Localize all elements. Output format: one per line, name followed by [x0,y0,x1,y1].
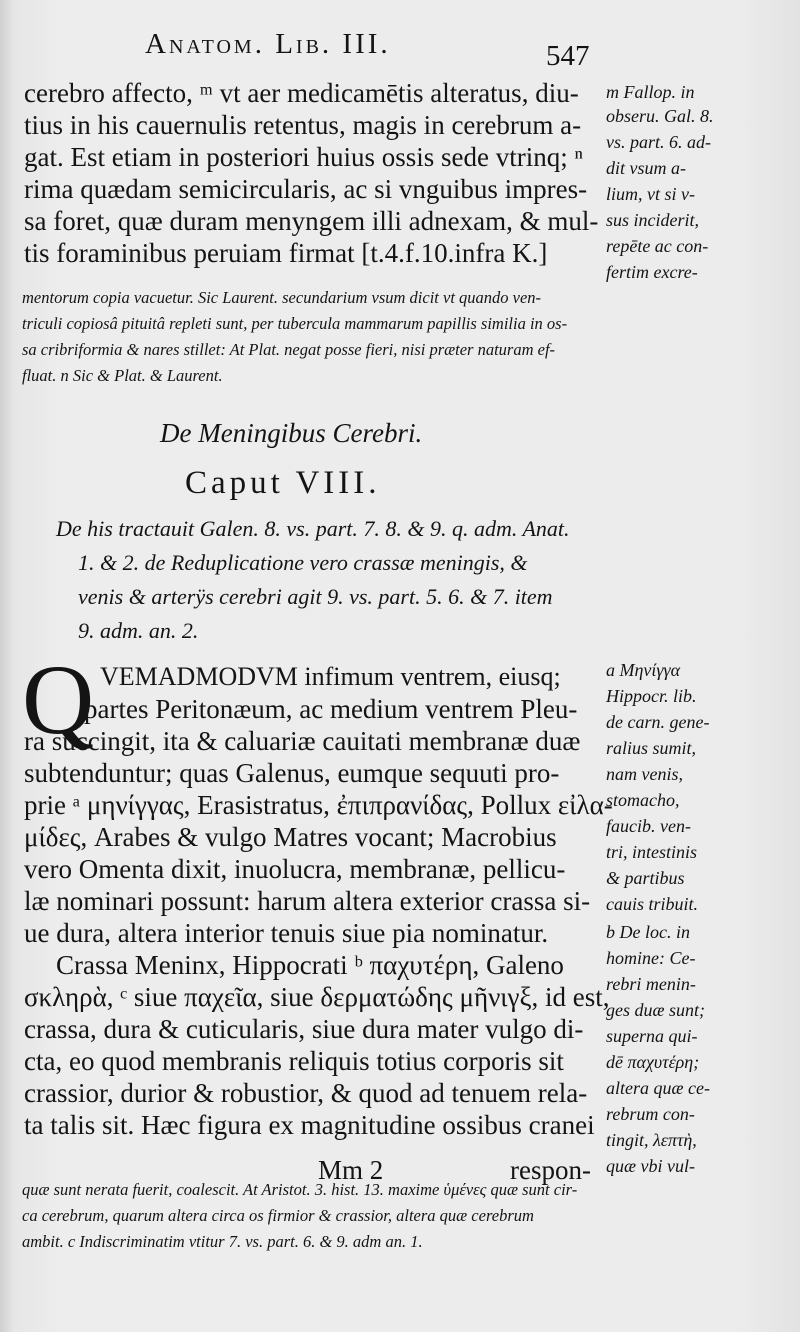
margin-note: & partibus [606,868,685,888]
margin-note: Hippocr. lib. [606,686,697,706]
footnote-line: mentorum copia vacuetur. Sic Laurent. secundarium vsum dicit vt quando ven- [22,288,542,307]
chapter-summary-line: De his tractauit Galen. 8. vs. part. 7. 8. & 9. q. adm. Anat. [56,516,570,541]
text-line: partes Peritonæum, ac medium ventrem Pleu- [84,694,578,724]
chapter-number: Caput VIII. [185,465,381,501]
text-line: ra succingit, ita & caluariæ cauitati membranæ duæ [24,726,581,756]
text-line: gat. Est etiam in posteriori huius ossis sede vtrinq; ⁿ [24,142,583,172]
chapter-title: De Meningibus Cerebri. [160,418,423,448]
margin-note: stomacho, [606,790,680,810]
margin-note: repēte ac con- [606,236,709,256]
margin-note: m Fallop. in [606,82,695,102]
margin-note: de carn. gene- [606,712,710,732]
text-line: læ nominari possunt: harum altera exterior crassa si- [24,886,591,916]
margin-note: faucib. ven- [606,816,691,836]
margin-note: a Μηνίγγα [606,660,681,680]
footnote-line: triculi copiosâ pituitâ repleti sunt, per tubercula mammarum papillis similia in os- [22,314,568,333]
margin-note: homine: Ce- [606,948,696,968]
margin-note: altera quæ ce- [606,1078,710,1098]
text-line: ue dura, altera interior tenuis siue pia nominatur. [24,918,549,948]
text-line: sa foret, quæ duram menyngem illi adnexam, & mul- [24,206,599,236]
text-line: rima quædam semicircularis, ac si vnguibus impres- [24,174,588,204]
page-number: 547 [546,40,590,72]
running-title: Anatom. Lib. III. [145,28,391,60]
text-line: crassior, durior & robustior, & quod ad tenuem rela- [24,1078,588,1108]
margin-note: tingit, λεπτὴ, [606,1130,697,1150]
text-line: vero Omenta dixit, inuolucra, membranæ, pellicu- [24,854,566,884]
text-line: tis foraminibus peruiam firmat [t.4.f.10.infra K.] [24,238,548,268]
text-line: Crassa Meninx, Hippocrati ᵇ παχυτέρη, Galeno [56,950,564,980]
drop-cap: Q [22,644,95,755]
margin-note: obseru. Gal. 8. [606,106,714,126]
text-line: crassa, dura & cuticularis, siue dura mater vulgo di- [24,1014,584,1044]
margin-note: b De loc. in [606,922,690,942]
margin-note: rebrum con- [606,1104,695,1124]
margin-note: superna qui- [606,1026,698,1046]
footnote-line: ca cerebrum, quarum altera circa os firmior & crassior, altera quæ cerebrum [22,1206,534,1225]
margin-note: ges duæ sunt; [606,1000,705,1020]
text-line: cerebro affecto, ᵐ vt aer medicamētis alteratus, diu- [24,78,579,108]
margin-note: fertim excre- [606,262,698,282]
chapter-summary-line: 9. adm. an. 2. [78,618,199,643]
text-line: σκληρὰ, ᶜ siue παχεῖα, siue δερματώδης μῆνιγξ, id est, [24,982,610,1012]
margin-note: lium, vt si v- [606,184,695,204]
text-line: tius in his cauernulis retentus, magis in cerebrum a- [24,110,582,140]
footnote-line: fluat. n Sic & Plat. & Laurent. [22,366,223,385]
text-line: ta talis sit. Hæc figura ex magnitudine ossibus cranei [24,1110,595,1140]
catchword: respon- [510,1155,591,1185]
margin-note: nam venis, [606,764,683,784]
margin-note: dē παχυτέρη; [606,1052,700,1072]
text-line: subtenduntur; quas Galenus, eumque sequuti pro- [24,758,560,788]
margin-note: rebri menin- [606,974,696,994]
margin-note: vs. part. 6. ad- [606,132,711,152]
margin-note: quæ vbi vul- [606,1156,695,1176]
footnote-line: ambit. c Indiscriminatim vtitur 7. vs. part. 6. & 9. adm an. 1. [22,1232,423,1251]
chapter-summary-line: venis & arterÿs cerebri agit 9. vs. part. 5. 6. & 7. item [78,584,553,609]
margin-note: cauis tribuit. [606,894,699,914]
margin-note: ralius sumit, [606,738,697,758]
footnote-line: quæ sunt nerata fuerit, coalescit. At Aristot. 3. hist. 13. maxime ὑμένες quæ sunt cir- [22,1180,578,1199]
text-line: VEMADMODVM infimum ventrem, eiusq; [100,662,561,691]
text-line: μίδες, Arabes & vulgo Matres vocant; Macrobius [24,822,557,852]
margin-note: sus inciderit, [606,210,699,230]
margin-note: tri, intestinis [606,842,698,862]
text-line: prie ᵃ μηνίγγας, Erasistratus, ἐπιπρανίδας, Pollux εἰλα- [24,790,613,820]
footnote-line: sa cribriformia & nares stillet: At Plat. negat posse fieri, nisi præter naturam ef- [22,340,556,359]
chapter-summary-line: 1. & 2. de Reduplicatione vero crassæ meningis, & [78,550,528,575]
text-line: cta, eo quod membranis reliquis totius corporis sit [24,1046,564,1076]
margin-note: dit vsum a- [606,158,686,178]
signature-mark: Mm 2 [318,1155,384,1185]
